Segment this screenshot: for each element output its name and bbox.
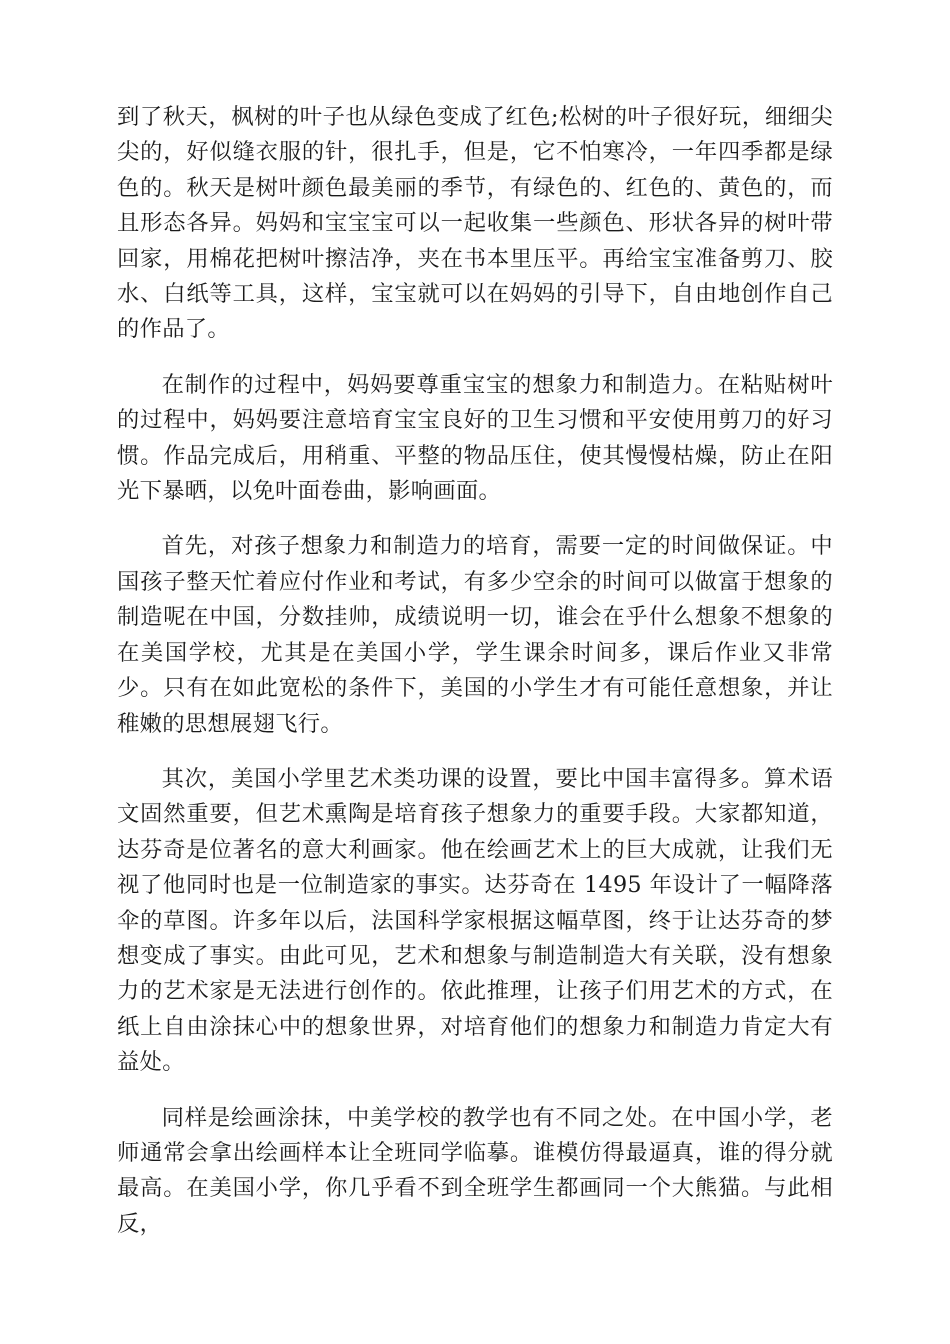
paragraph-1: 到了秋天，枫树的叶子也从绿色变成了红色;松树的叶子很好玩，细细尖尖的，好似缝衣服的针，很扎手，但是，它不怕寒冷，一年四季都是绿色的。秋天是树叶颜色最美丽的季节，有绿色的、红色的、黄色的，而且形态各异。妈妈和宝宝宝可以一起收集一些颜色、形状各异的树叶带回家，用棉花把树叶擦洁净，夹在书本里压平。再给宝宝准备剪刀、胶水、白纸等工具，这样，宝宝就可以在妈妈的引导下，自由地创作自己的作品了。 (117, 104, 833, 343)
paragraph-5: 同样是绘画涂抹，中美学校的教学也有不同之处。在中国小学，老师通常会拿出绘画样本让全班同学临摹。谁模仿得最逼真，谁的得分就最高。在美国小学，你几乎看不到全班学生都画同一个大熊猫。与此相反， (117, 1104, 833, 1237)
paragraph-3: 首先，对孩子想象力和制造力的培育，需要一定的时间做保证。中国孩子整天忙着应付作业和考试，有多少空余的时间可以做富于想象的制造呢在中国，分数挂帅，成绩说明一切，谁会在乎什么想象不想象的在美国学校，尤其是在美国小学，学生课余时间多，课后作业又非常少。只有在如此宽松的条件下，美国的小学生才有可能任意想象，并让稚嫩的思想展翅飞行。 (117, 533, 833, 737)
paragraph-4: 其次，美国小学里艺术类功课的设置，要比中国丰富得多。算术语文固然重要，但艺术熏陶是培育孩子想象力的重要手段。大家都知道，达芬奇是位著名的意大利画家。他在绘画艺术上的巨大成就，让我们无视了他同时也是一位制造家的事实。达芬奇在 1495 年设计了一幅降落伞的草图。许多年以后，法国科学家根据这幅草图，终于让达芬奇的梦想变成了事实。由此可见，艺术和想象与制造制造大有关联，没有想象力的艺术家是无法进行创作的。依此推理，让孩子们用艺术的方式，在纸上自由涂抹心中的想象世界，对培育他们的想象力和制造力肯定大有益处。 (117, 765, 833, 1076)
document-page (117, 100, 833, 1262)
paragraph-2: 在制作的过程中，妈妈要尊重宝宝的想象力和制造力。在粘贴树叶的过程中，妈妈要注意培育宝宝良好的卫生习惯和平安使用剪刀的好习惯。作品完成后，用稍重、平整的物品压住，使其慢慢枯燥，防止在阳光下暴晒，以免叶面卷曲，影响画面。 (117, 371, 833, 505)
